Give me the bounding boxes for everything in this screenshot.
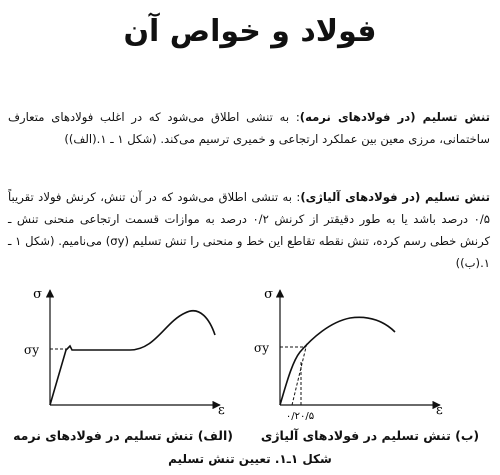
paragraph-body: : به تنشی اطلاق می‌شود که در آن تنش، کرنش فولاد تقریباً ۰/۵ درصد باشد یا به طور دقیقتر از کرنش ۰/۲ درصد به موازات قسمت ارتجاعی منحنی تنش ـ کرنش خطی رسم کرده، تنش نقطه تقاطع این خط و منحنی را تنش تسلیم (σy) می‌نامیم. (شکل ۱ ـ ۱.(ب)) <box>8 190 490 270</box>
strain-tick-label: ۰/۲۰/۵ <box>285 411 315 422</box>
paragraph-term: تنش تسلیم (در فولادهای آلیاژی) <box>300 190 490 204</box>
y-axis-label: σ <box>33 287 42 302</box>
yield-label: σy <box>24 343 39 357</box>
paragraph-term: تنش تسلیم (در فولادهای نرمه) <box>299 110 490 124</box>
yield-label: σy <box>254 341 269 355</box>
y-axis-label: σ <box>264 287 273 302</box>
stress-strain-curve <box>50 311 215 405</box>
figure-caption: شکل ۱ـ۱. تعیین تنش تسلیم <box>168 452 332 466</box>
page-title: فولاد و خواص آن <box>123 14 377 49</box>
figure-b-caption: (ب) تنش تسلیم در فولادهای آلیاژی <box>260 428 480 443</box>
figure-b-alloy-steel <box>254 287 443 422</box>
x-axis-label: ε <box>436 403 443 418</box>
stress-strain-curve <box>280 317 395 405</box>
paragraph-body: : به تنشی اطلاق می‌شود که در اغلب فولادهای متعارف ساختمانی، مرزی معین بین عملکرد ارتجاعی و خمیری ترسیم می‌کند. (شکل ۱ ـ ۱.(الف)) <box>8 110 490 146</box>
figure-a-caption: (الف) تنش تسلیم در فولادهای نرمه <box>13 428 233 443</box>
figure-a-mild-steel <box>24 287 225 418</box>
x-axis-label: ε <box>218 403 225 418</box>
